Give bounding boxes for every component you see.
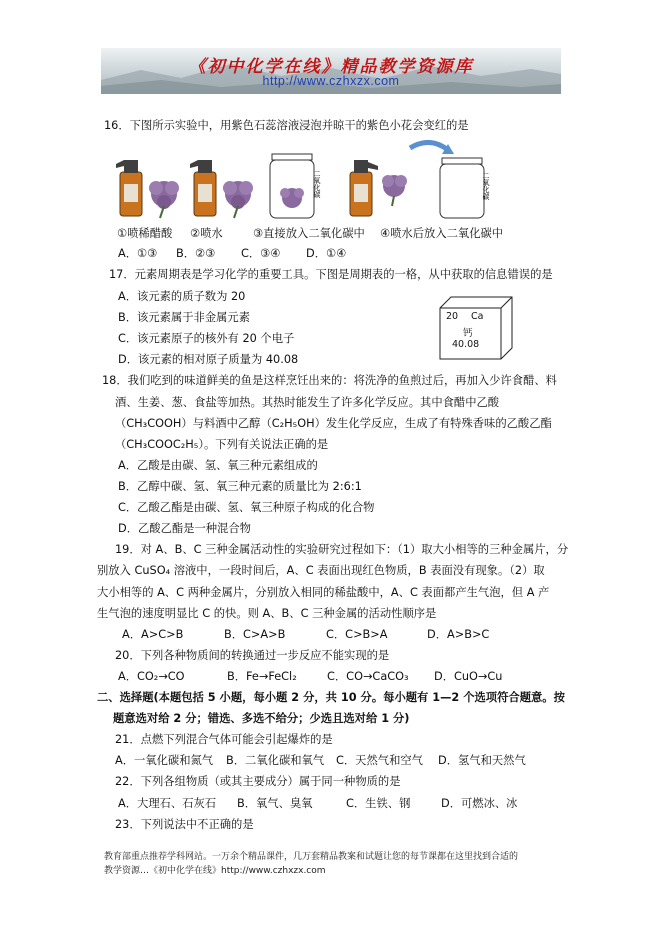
q18-option-b: B．乙醇中碳、氢、氧三种元素的质量比为 2:6:1	[118, 480, 362, 493]
q19-option-b: B．C>A>B	[224, 628, 286, 641]
q16-option-c: C．③④	[241, 247, 281, 260]
q19-option-a: A．A>C>B	[122, 628, 184, 641]
q18-option-d: D．乙酸乙酯是一种混合物	[118, 522, 251, 535]
q19-option-c: C．C>B>A	[326, 628, 388, 641]
q20-option-c: C．CO→CaCO₃	[327, 670, 409, 683]
q18-line-2: 酒、生姜、葱、食盐等加热。其热时能发生了许多化学反应。其中食醋中乙酸	[115, 396, 500, 409]
q16-caption-1: ①喷稀醋酸	[117, 227, 173, 240]
q17-option-d: D．该元素的相对原子质量为 40.08	[118, 353, 299, 366]
q16-caption-4: ④喷水后放入二氧化碳中	[380, 227, 504, 240]
q17-stem: 17．元素周期表是学习化学的重要工具。下图是周期表的一格，从中获取的信息错误的是	[109, 268, 553, 281]
bottle-label: 二氧化碳	[482, 172, 490, 200]
gas-jar-icon	[270, 154, 314, 218]
q19-option-d: D．A>B>C	[427, 628, 490, 641]
q17-option-a: A．该元素的质子数为 20	[118, 290, 246, 303]
q19-line-2: 别放入 CuSO₄ 溶液中，一段时间后，A、C 表面出现红色物质，B 表面没有现象。（2）取	[97, 564, 545, 577]
q22-option-b: B．氧气、臭氧	[237, 797, 313, 810]
q22-option-d: D．可燃冰、冰	[441, 797, 518, 810]
q22-option-a: A．大理石、石灰石	[118, 797, 217, 810]
banner-title: 《初中化学在线》精品教学资源库	[188, 57, 474, 77]
q19-line-3: 大小相等的 A、C 两种金属片，分别放入相同的稀盐酸中，A、C 表面都产生气泡，但 A 产	[97, 586, 550, 599]
q21-option-c: C．天然气和空气	[336, 754, 423, 767]
q19-line-4: 生气泡的速度明显比 C 的快。则 A、B、C 三种金属的活动性顺序是	[97, 607, 437, 620]
q16-stem: 16．下图所示实验中，用紫色石蕊溶液浸泡并晾干的紫色小花会变红的是	[104, 119, 469, 132]
q16-caption-3: ③直接放入二氧化碳中	[253, 227, 365, 240]
q20-stem: 20．下列各种物质间的转换通过一步反应不能实现的是	[115, 649, 390, 662]
q23-stem: 23．下列说法中不正确的是	[115, 818, 254, 831]
spray-bottle-icon	[190, 160, 216, 216]
cell-name: 钙	[463, 328, 473, 339]
bottle-label: 二氧化碳	[313, 170, 321, 198]
q21-option-d: D．氢气和天然气	[438, 754, 526, 767]
q18-option-c: C．乙酸乙酯是由碳、氢、氧三种原子构成的化合物	[118, 501, 375, 514]
cell-symbol: Ca	[471, 311, 484, 322]
q18-line-1: 18．我们吃到的味道鲜美的鱼是这样烹饪出来的：将洗净的鱼煎过后，再加入少许食醋、料	[102, 374, 557, 387]
q21-option-a: A．一氧化碳和氮气	[115, 754, 214, 767]
header-banner	[101, 48, 561, 94]
footer-line-2[interactable]: 教学资源…《初中化学在线》http://www.czhxzx.com	[104, 866, 326, 876]
gas-jar-icon	[440, 158, 484, 218]
footer-line-1: 教育部重点推荐学科网站。一万余个精品课件，几万套精品教案和试题让您的每节课都在这里找到合适的	[104, 852, 519, 862]
periodic-table-cell	[439, 296, 513, 360]
q16-caption-2: ②喷水	[190, 227, 223, 240]
cell-number: 20	[446, 311, 459, 322]
q19-line-1: 19．对 A、B、C 三种金属活动性的实验研究过程如下：（1）取大小相等的三种金属片，分	[115, 543, 569, 556]
cell-mass: 40.08	[452, 339, 480, 350]
spray-bottle-icon	[350, 160, 378, 216]
q17-option-b: B．该元素属于非金属元素	[118, 311, 251, 324]
purple-flower-icon	[223, 181, 253, 218]
purple-flower-icon	[382, 175, 407, 206]
q22-option-c: C．生铁、钢	[346, 797, 411, 810]
banner-url[interactable]: http://www.czhxzx.com	[262, 74, 400, 88]
q16-option-d: D．①④	[306, 247, 347, 260]
q16-figure	[112, 140, 532, 225]
q18-line-4: （CH₃COOC₂H₅）。下列有关说法正确的是	[115, 438, 329, 451]
q16-option-a: A．①③	[118, 247, 158, 260]
q18-line-3: （CH₃COOH）与料酒中乙醇（C₂H₅OH）发生化学反应，生成了有特殊香味的乙酸乙酯	[115, 417, 552, 430]
q20-option-d: D．CuO→Cu	[434, 670, 503, 683]
page-footer	[104, 850, 574, 878]
q20-option-b: B．Fe→FeCl₂	[227, 670, 297, 683]
q17-option-c: C．该元素原子的核外有 20 个电子	[118, 332, 295, 345]
q16-option-b: B．②③	[176, 247, 216, 260]
spray-bottle-icon	[116, 160, 142, 216]
q20-option-a: A．CO₂→CO	[118, 670, 185, 683]
q21-stem: 21．点燃下列混合气体可能会引起爆炸的是	[115, 733, 333, 746]
q21-option-b: B．二氧化碳和氧气	[226, 754, 325, 767]
q18-option-a: A．乙酸是由碳、氢、氧三种元素组成的	[118, 459, 318, 472]
arrow-icon	[410, 142, 448, 150]
q22-stem: 22．下列各组物质（或其主要成分）属于同一种物质的是	[115, 775, 401, 788]
section2-heading: 二、选择题(本题包括 5 小题，每小题 2 分，共 10 分。每小题有 1—2 个选项符合题意。按	[97, 691, 565, 704]
section2-rules: 题意选对给 2 分；错选、多选不给分；少选且选对给 1 分)	[113, 712, 410, 725]
purple-flower-icon	[149, 181, 179, 218]
